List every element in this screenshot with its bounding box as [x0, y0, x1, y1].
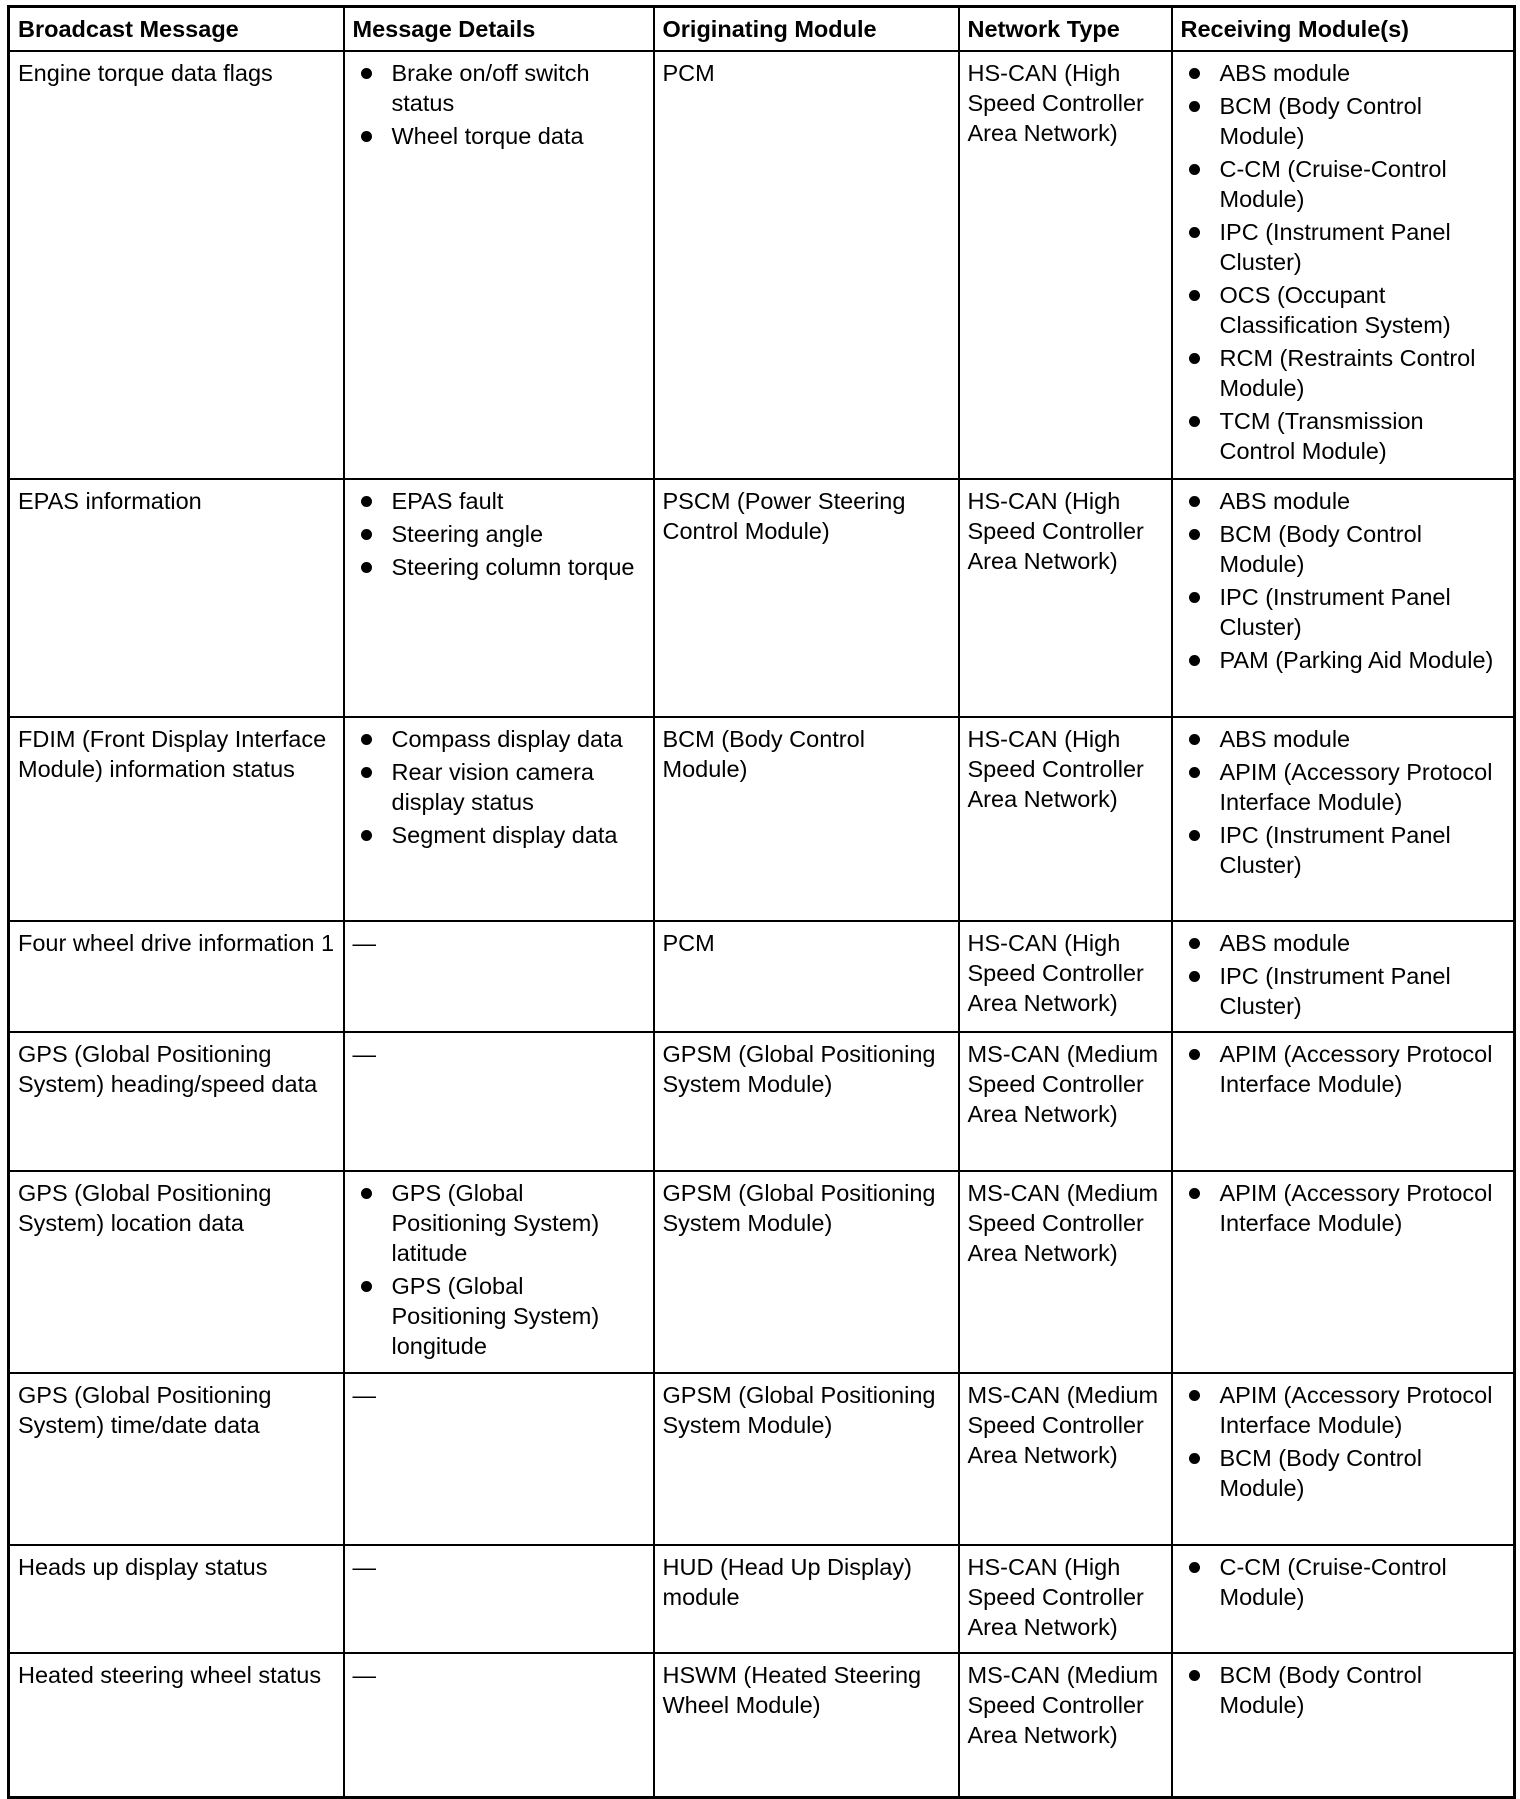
cell-broadcast-message: Engine torque data flags	[9, 51, 344, 479]
table-body	[9, 51, 1515, 1797]
cell-message-details	[344, 1171, 654, 1373]
cell-originating-module: BCM (Body Control Module)	[654, 717, 959, 921]
cell-originating-module: GPSM (Global Positioning System Module)	[654, 1373, 959, 1545]
cell-message-details	[344, 1653, 654, 1797]
cell-network-type: HS-CAN (High Speed Controller Area Network)	[959, 921, 1172, 1032]
details-list-item: Wheel torque data	[353, 121, 645, 151]
cell-originating-module: HUD (Head Up Display) module	[654, 1545, 959, 1653]
cell-network-type: HS-CAN (High Speed Controller Area Network)	[959, 1545, 1172, 1653]
table-row	[9, 51, 1515, 479]
cell-broadcast-message: GPS (Global Positioning System) time/date data	[9, 1373, 344, 1545]
cell-broadcast-message: FDIM (Front Display Interface Module) information status	[9, 717, 344, 921]
cell-originating-module: GPSM (Global Positioning System Module)	[654, 1171, 959, 1373]
broadcast-message-table-container	[7, 5, 1513, 1799]
cell-network-type: MS-CAN (Medium Speed Controller Area Network)	[959, 1653, 1172, 1797]
cell-network-type: HS-CAN (High Speed Controller Area Network)	[959, 479, 1172, 717]
cell-receiving-modules	[1172, 1545, 1515, 1653]
table-row	[9, 1171, 1515, 1373]
receivers-list-item: C-CM (Cruise-Control Module)	[1181, 154, 1506, 214]
header-network-type: Network Type	[959, 7, 1172, 52]
details-list-item: Steering angle	[353, 519, 645, 549]
details-dash: —	[352, 1382, 376, 1408]
cell-originating-module: PCM	[654, 51, 959, 479]
receivers-list-item: APIM (Accessory Protocol Interface Module)	[1181, 1178, 1506, 1238]
cell-receiving-modules	[1172, 479, 1515, 717]
details-list	[353, 1178, 645, 1361]
receivers-list-item: ABS module	[1181, 928, 1506, 958]
table-row	[9, 1032, 1515, 1171]
details-list-item: GPS (Global Positioning System) longitude	[353, 1271, 645, 1361]
cell-originating-module: GPSM (Global Positioning System Module)	[654, 1032, 959, 1171]
receivers-list-item: BCM (Body Control Module)	[1181, 1660, 1506, 1720]
receivers-list-item: ABS module	[1181, 724, 1506, 754]
cell-message-details	[344, 717, 654, 921]
cell-message-details	[344, 921, 654, 1032]
receivers-list	[1181, 724, 1506, 880]
details-list-item: Segment display data	[353, 820, 645, 850]
receivers-list-item: TCM (Transmission Control Module)	[1181, 406, 1506, 466]
details-list-item: GPS (Global Positioning System) latitude	[353, 1178, 645, 1268]
cell-receiving-modules	[1172, 717, 1515, 921]
table-row	[9, 1545, 1515, 1653]
cell-receiving-modules	[1172, 1032, 1515, 1171]
cell-network-type: MS-CAN (Medium Speed Controller Area Network)	[959, 1373, 1172, 1545]
cell-receiving-modules	[1172, 51, 1515, 479]
table-row	[9, 1373, 1515, 1545]
details-list-item: EPAS fault	[353, 486, 645, 516]
receivers-list-item: C-CM (Cruise-Control Module)	[1181, 1552, 1506, 1612]
cell-broadcast-message: Four wheel drive information 1	[9, 921, 344, 1032]
details-dash: —	[352, 1041, 376, 1067]
receivers-list	[1181, 1178, 1506, 1238]
cell-broadcast-message: Heads up display status	[9, 1545, 344, 1653]
cell-receiving-modules	[1172, 1653, 1515, 1797]
cell-broadcast-message: GPS (Global Positioning System) location data	[9, 1171, 344, 1373]
details-dash: —	[352, 1662, 376, 1688]
details-list	[353, 724, 645, 850]
receivers-list-item: APIM (Accessory Protocol Interface Module)	[1181, 1380, 1506, 1440]
receivers-list-item: PAM (Parking Aid Module)	[1181, 645, 1506, 675]
cell-originating-module: HSWM (Heated Steering Wheel Module)	[654, 1653, 959, 1797]
receivers-list-item: ABS module	[1181, 486, 1506, 516]
header-receiving-modules: Receiving Module(s)	[1172, 7, 1515, 52]
cell-broadcast-message: GPS (Global Positioning System) heading/speed data	[9, 1032, 344, 1171]
cell-network-type: MS-CAN (Medium Speed Controller Area Network)	[959, 1171, 1172, 1373]
cell-receiving-modules	[1172, 1373, 1515, 1545]
receivers-list-item: OCS (Occupant Classification System)	[1181, 280, 1506, 340]
details-list-item: Rear vision camera display status	[353, 757, 645, 817]
receivers-list-item: BCM (Body Control Module)	[1181, 519, 1506, 579]
cell-message-details	[344, 51, 654, 479]
details-list	[353, 58, 645, 151]
receivers-list-item: ABS module	[1181, 58, 1506, 88]
table-row	[9, 1653, 1515, 1797]
receivers-list-item: APIM (Accessory Protocol Interface Module)	[1181, 1039, 1506, 1099]
details-list	[353, 486, 645, 582]
table-row	[9, 479, 1515, 717]
cell-network-type: HS-CAN (High Speed Controller Area Network)	[959, 51, 1172, 479]
receivers-list-item: BCM (Body Control Module)	[1181, 1443, 1506, 1503]
cell-message-details	[344, 479, 654, 717]
receivers-list-item: IPC (Instrument Panel Cluster)	[1181, 961, 1506, 1021]
cell-broadcast-message: Heated steering wheel status	[9, 1653, 344, 1797]
cell-message-details	[344, 1545, 654, 1653]
cell-receiving-modules	[1172, 1171, 1515, 1373]
cell-receiving-modules	[1172, 921, 1515, 1032]
cell-network-type: MS-CAN (Medium Speed Controller Area Network)	[959, 1032, 1172, 1171]
header-broadcast-message: Broadcast Message	[9, 7, 344, 52]
receivers-list	[1181, 1380, 1506, 1503]
cell-originating-module: PSCM (Power Steering Control Module)	[654, 479, 959, 717]
cell-message-details	[344, 1373, 654, 1545]
broadcast-message-table	[7, 5, 1516, 1799]
receivers-list-item: IPC (Instrument Panel Cluster)	[1181, 820, 1506, 880]
receivers-list	[1181, 486, 1506, 675]
receivers-list-item: BCM (Body Control Module)	[1181, 91, 1506, 151]
cell-network-type: HS-CAN (High Speed Controller Area Network)	[959, 717, 1172, 921]
receivers-list-item: IPC (Instrument Panel Cluster)	[1181, 217, 1506, 277]
receivers-list	[1181, 1039, 1506, 1099]
table-header-row	[9, 7, 1515, 52]
table-row	[9, 921, 1515, 1032]
receivers-list	[1181, 928, 1506, 1021]
header-message-details: Message Details	[344, 7, 654, 52]
details-dash: —	[352, 1554, 376, 1580]
details-list-item: Steering column torque	[353, 552, 645, 582]
details-list-item: Compass display data	[353, 724, 645, 754]
receivers-list-item: RCM (Restraints Control Module)	[1181, 343, 1506, 403]
receivers-list	[1181, 1552, 1506, 1612]
receivers-list-item: APIM (Accessory Protocol Interface Module)	[1181, 757, 1506, 817]
receivers-list-item: IPC (Instrument Panel Cluster)	[1181, 582, 1506, 642]
cell-message-details	[344, 1032, 654, 1171]
cell-originating-module: PCM	[654, 921, 959, 1032]
receivers-list	[1181, 1660, 1506, 1720]
table-row	[9, 717, 1515, 921]
header-originating-module: Originating Module	[654, 7, 959, 52]
cell-broadcast-message: EPAS information	[9, 479, 344, 717]
details-list-item: Brake on/off switch status	[353, 58, 645, 118]
details-dash: —	[352, 930, 376, 956]
receivers-list	[1181, 58, 1506, 466]
